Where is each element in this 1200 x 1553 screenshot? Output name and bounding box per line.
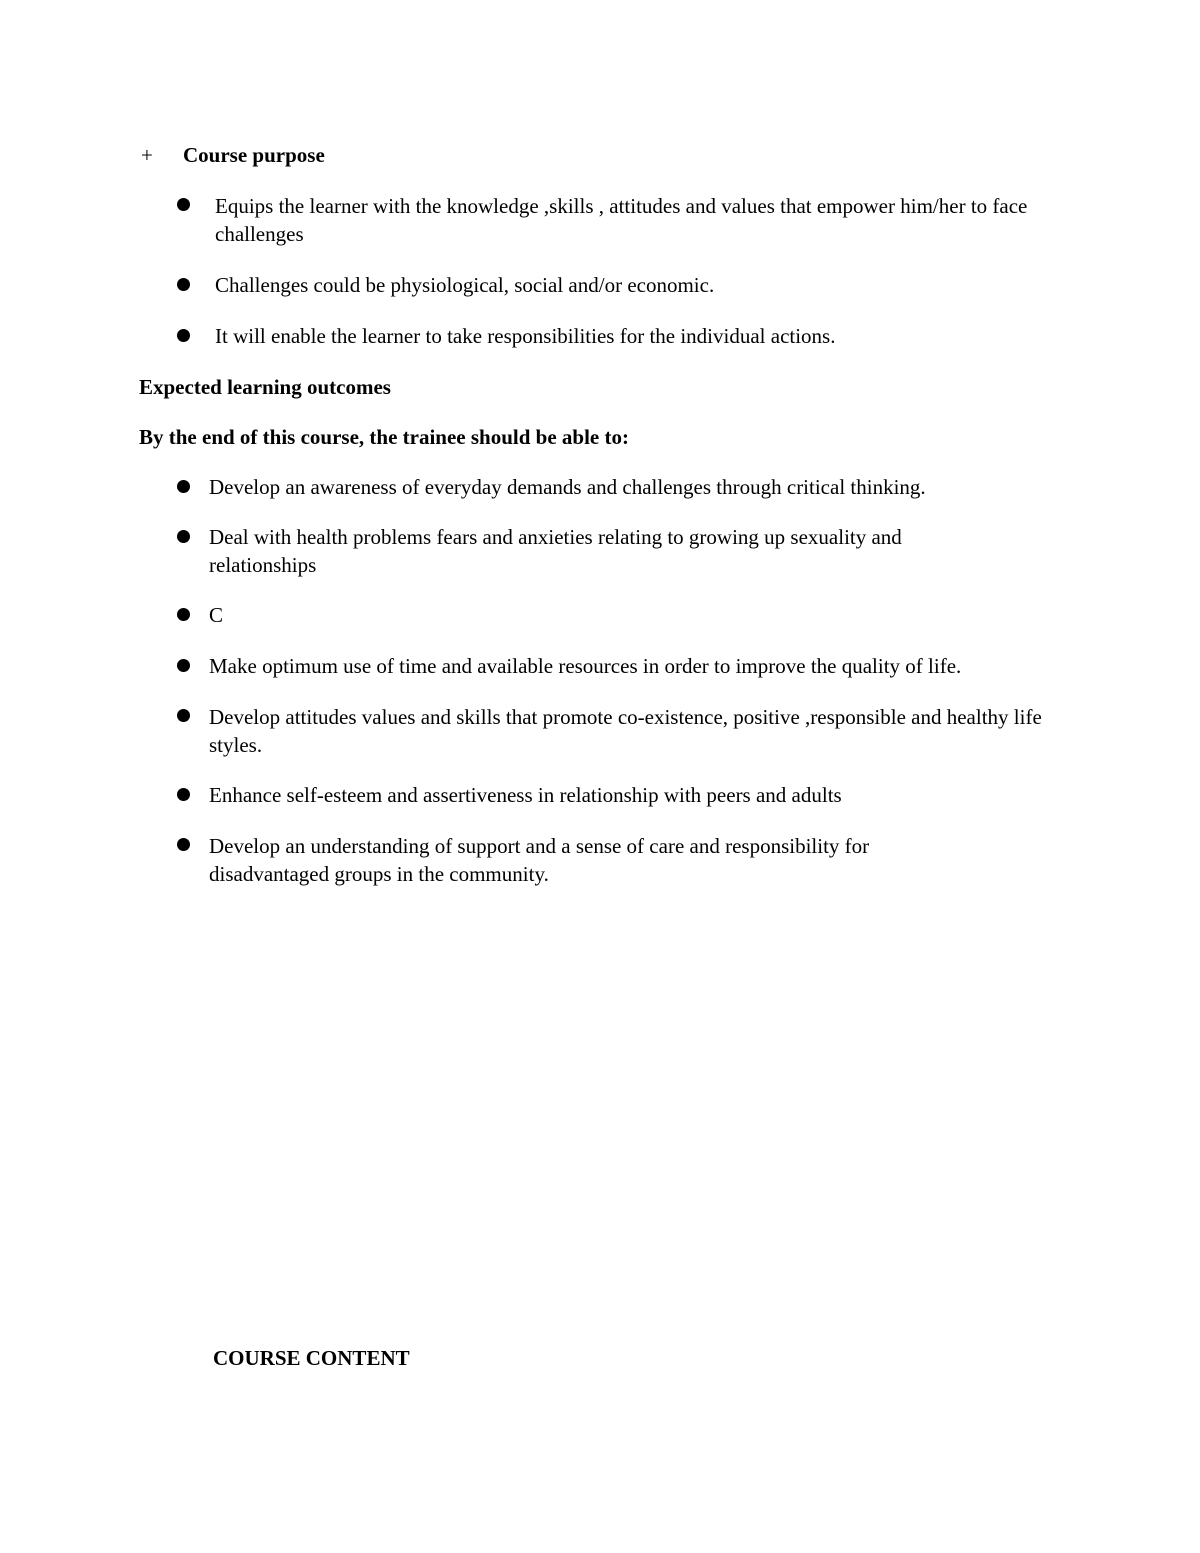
list-item-text: C [209,603,224,627]
outcomes-intro: By the end of this course, the trainee should be able to: [139,425,629,449]
bullet-icon [177,278,190,291]
bullet-icon [177,198,190,211]
bullet-icon [177,838,190,851]
bullet-icon [177,788,190,801]
bullet-icon [177,480,190,493]
list-item-text: Make optimum use of time and available resources in order to improve the quality of life. [209,654,962,678]
bullet-icon [177,530,190,543]
list-item-text: It will enable the learner to take responsibilities for the individual actions. [215,324,836,348]
outcomes-heading: Expected learning outcomes [139,375,391,399]
list-item-text: Develop attitudes values and skills that promote co-existence, positive ,responsible and healthy life styles. [209,705,1042,757]
list-item-text: Equips the learner with the knowledge ,skills , attitudes and values that empower him/her to face challenges [215,194,1028,246]
list-item-text: Develop an understanding of support and a sense of care and responsibility for disadvantaged groups in the community. [209,834,870,886]
course-purpose-heading: Course purpose [183,143,325,167]
plus-marker-icon: + [141,143,153,167]
bullet-icon [177,608,190,621]
list-item-text: Develop an awareness of everyday demands and challenges through critical thinking. [209,475,926,499]
bullet-icon [177,329,190,342]
list-item-text: Enhance self-esteem and assertiveness in relationship with peers and adults [209,783,842,807]
list-item-text: Deal with health problems fears and anxieties relating to growing up sexuality and relationships [209,525,902,577]
list-item-text: Challenges could be physiological, social and/or economic. [215,273,715,297]
course-content-heading: COURSE CONTENT [213,1346,410,1370]
bullet-icon [177,709,190,722]
bullet-icon [177,659,190,672]
